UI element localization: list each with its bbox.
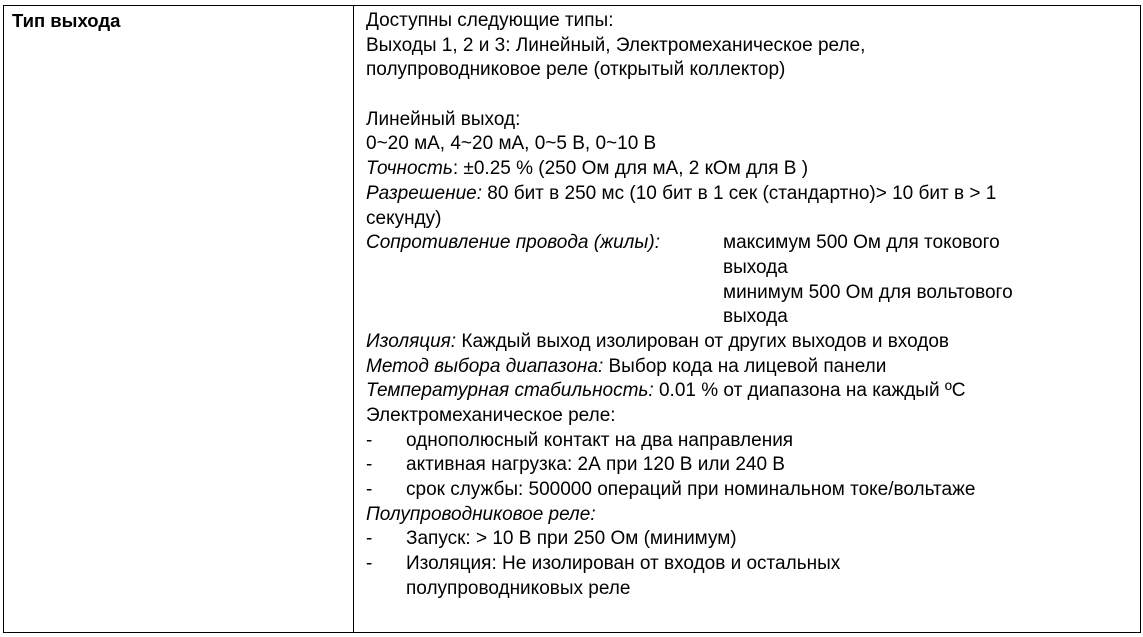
dash-marker: - (366, 479, 373, 501)
ssr-item-2 (406, 552, 840, 601)
accuracy-value: : ±0.25 % (250 Ом для мА, 2 кОм для В ) (452, 158, 809, 180)
isolation-line (366, 330, 1136, 355)
dash-marker: - (366, 454, 373, 476)
intro-line-3: полупроводниковое реле (открытый коллектор) (366, 59, 786, 81)
temp-line (366, 379, 1136, 404)
list-item (366, 429, 1136, 454)
wire-resistance-block (366, 231, 1136, 330)
relay-item-1: однополюсный контакт на два направления (406, 429, 794, 451)
list-item (366, 453, 1136, 478)
relay-item-3: срок службы: 500000 операций при номинальном токе/вольтаже (406, 479, 976, 501)
wire-label: Сопротивление провода (жилы): (366, 232, 660, 254)
dash-marker: - (366, 553, 373, 575)
resolution-label: Разрешение: (366, 182, 482, 204)
list-item (366, 527, 1136, 552)
range-method-line (366, 355, 1136, 380)
ssr-item-2-line-2: полупроводниковых реле (406, 577, 631, 599)
resolution-cont: секунду) (366, 207, 442, 229)
linear-ranges: 0~20 мА, 4~20 мА, 0~5 В, 0~10 В (366, 133, 657, 155)
wire-value-1: максимум 500 Ом для токового (723, 232, 1000, 254)
temp-label: Температурная стабильность: (366, 380, 654, 402)
ssr-heading: Полупроводниковое реле: (366, 503, 596, 525)
relay-heading: Электромеханическое реле: (366, 405, 616, 427)
dash-marker: - (366, 528, 373, 550)
intro-line-2: Выходы 1, 2 и 3: Линейный, Электромеханическое реле, (366, 34, 866, 56)
column-divider (353, 6, 354, 632)
range-method-label: Метод выбора диапазона: (366, 355, 604, 377)
wire-value-3: минимум 500 Ом для вольтового (723, 281, 1013, 303)
ssr-item-2-line-1: Изоляция: Не изолирован от входов и остальных (406, 553, 841, 575)
accuracy-line (366, 157, 1136, 182)
list-item (366, 552, 1136, 601)
range-method-value: Выбор кода на лицевой панели (603, 355, 887, 377)
wire-value-2: выхода (723, 256, 788, 278)
intro-line-1: Доступны следующие типы: (366, 10, 614, 31)
isolation-label: Изоляция: (366, 330, 457, 352)
temp-value: 0.01 % от диапазона на каждый ºС (653, 380, 966, 402)
row-label: Тип выхода (12, 10, 121, 31)
spec-table (3, 5, 1141, 633)
list-item (366, 478, 1136, 503)
linear-heading: Линейный выход: (366, 108, 521, 130)
wire-value-4: выхода (723, 306, 788, 328)
resolution-line (366, 182, 1136, 207)
relay-item-2: активная нагрузка: 2А при 120 В или 240 В (406, 454, 785, 476)
resolution-value: 80 бит в 250 мс (10 бит в 1 сек (стандартно)> 10 бит в > 1 (482, 182, 997, 204)
ssr-item-1: Запуск: > 10 В при 250 Ом (минимум) (406, 528, 737, 550)
wire-values (723, 231, 1123, 330)
dash-marker: - (366, 429, 373, 451)
row-content (366, 9, 1136, 602)
isolation-value: Каждый выход изолирован от других выходов и входов (456, 330, 949, 352)
spacer (366, 83, 1136, 108)
accuracy-label: Точность (366, 158, 453, 180)
